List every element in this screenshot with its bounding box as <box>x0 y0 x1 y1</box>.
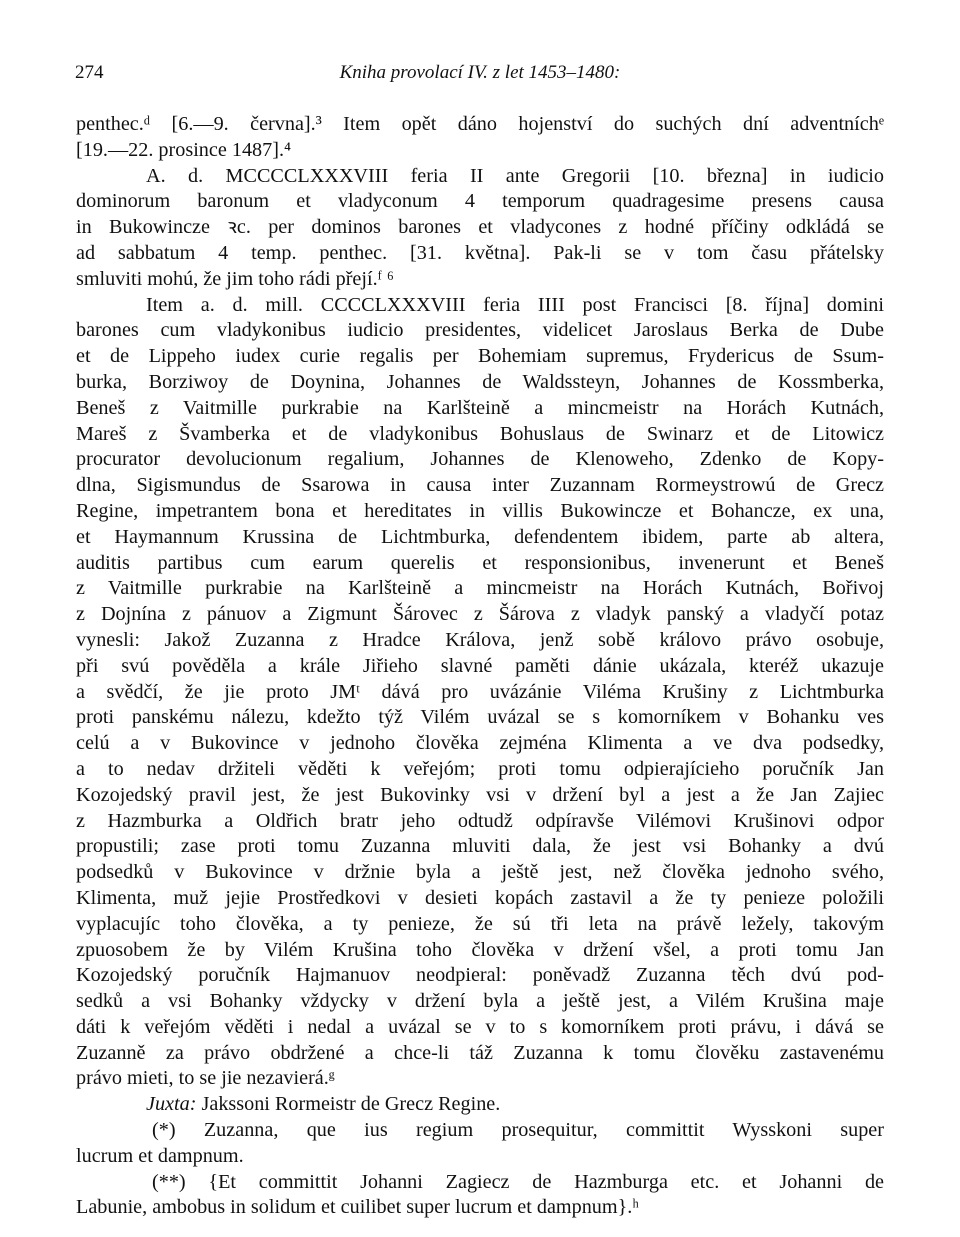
text-line: [19.—22. prosince 1487].⁴ <box>76 138 292 161</box>
page-header <box>75 62 885 92</box>
text-line: celú a v Bukovince v jednoho člověka zejména Klimenta a ve dva podsedky, <box>76 732 884 755</box>
text-line: propustili; zase proti tomu Zuzanna mluviti dala, že jest vsi Bohanky a dvú <box>76 835 884 858</box>
text-line: vynesli: Jakož Zuzanna z Hradce Králova, jenž sobě královo právo osobuje, <box>76 628 884 651</box>
text-line: Beneš z Vaitmille purkrabie na Karlšteině a mincmeistr na Horách Kutnách, <box>76 396 884 419</box>
text-line: procurator devolucionum regalium, Johannes de Klenoweho, Zdenko de Kopy- <box>76 448 884 471</box>
text-line: Labunie, ambobus in solidum et cuilibet super lucrum et dampnum}.ʰ <box>76 1196 639 1219</box>
text-line: při svú pověděla a krále Jiřieho slavné paměti dánie ukázala, kteréž ukazuje <box>76 654 884 677</box>
text-line: Regine, impetrantem bona et hereditates in villis Bukowincze et Bohancze, ex una, <box>76 499 884 522</box>
text-line: penthec.ᵈ [6.—9. června].³ Item opět dáno hojenství do suchých dní adventníchᵉ <box>76 113 884 135</box>
text-line: Kozojedský poručník Hajmanuov neodpieral: poněvadž Zuzanna těch dvú pod- <box>76 964 884 987</box>
text-line: právo mieti, to se jie nezavierá.ᵍ <box>76 1067 335 1090</box>
text-line: dominorum baronum et vladyconum 4 temporum quadragesime presens causa <box>76 190 884 213</box>
text-line: et de Lippeho iudex curie regalis per Bohemiam supremus, Frydericus de Ssum- <box>76 345 884 368</box>
text-line: z Hazmburka a Oldřich bratr jeho odtudž odpíravše Vilémovi Krušinovi odpor <box>76 809 884 832</box>
text-line: in Bukowincze ꝛc. per dominos barones et vladycones z hodné příčiny odkládá se <box>76 216 884 239</box>
text-line: vyplacujíc toho člověka, a ty penieze, že sú tři leta na právě ležely, takovým <box>76 912 884 935</box>
text-line: dlna, Sigismundus de Ssarowa in causa inter Zuzannam Rormeystrowú de Grecz <box>76 474 884 497</box>
text-line: A. d. MCCCCLXXXVIII feria II ante Gregorii [10. března] in iudicio <box>146 164 884 187</box>
text-line: a to nedav držiteli věděti k veřejóm; proti tomu odpierajícieho poručník Jan <box>76 757 884 780</box>
text-line: smluviti mohú, že jim toho rádi přejí.ᶠ ⁶ <box>76 267 394 290</box>
text-line: a svědčí, že jie proto JMᵗ dává pro uvázánie Viléma Krušiny z Lichtmburka <box>76 680 884 703</box>
page-number: 274 <box>75 62 104 83</box>
text-line: dáti k veřejóm věděti i nedal a uvázal se v to s komorníkem proti právu, i dává se <box>76 1015 884 1038</box>
text-line: sedků a vsi Bohanky vždycky v držení byla a ještě jest, a Vilém Krušina maje <box>76 990 884 1013</box>
text-line: Klimenta, muž jejie Prostředkovi v desieti kopách zastavil a že ty penieze položili <box>76 886 884 909</box>
text-line: (*) Zuzanna, que ius regium prosequitur, committit Wysskoni super <box>152 1119 884 1142</box>
text-line: ad sabbatum 4 temp. penthec. [31. května]. Pak-li se v tom času přátelsky <box>76 241 884 264</box>
text-line: (**) {Et committit Johanni Zagiecz de Hazmburga etc. et Johanni de <box>152 1170 884 1193</box>
text-line: podsedků v Bukovince v držnie byla a ještě jest, než člověka jednoho svého, <box>76 861 884 884</box>
text-line: lucrum et dampnum. <box>76 1144 244 1167</box>
juxta-line <box>76 1092 884 1118</box>
text-line: z Dojnína z pánuov a Zigmunt Šárovec z Šárova z vladyk panský a vladyčí potaz <box>76 603 884 626</box>
text-line: zpuosobem že by Vilém Krušina toho člověka v držení všel, a proti tomu Jan <box>76 938 884 961</box>
text-line: Kozojedský pravil jest, že jest Bukovinky vsi v držení byl a jest a že Jan Zajiec <box>76 783 884 806</box>
text-line: et Haymannum Krussina de Lichtmburka, defendentem ibidem, parte ab altera, <box>76 525 884 548</box>
document-body <box>76 112 884 1221</box>
text-line: burka, Borziwoy de Doynina, Johannes de Waldssteyn, Johannes de Kossmberka, <box>76 370 884 393</box>
text-line: Item a. d. mill. CCCCLXXXVIII feria IIII post Francisci [8. října] domini <box>146 293 884 316</box>
text-line: auditis partibus cum earum querelis et responsionibus, invenerunt et Beneš <box>76 551 884 574</box>
text-line: Zuzanně za právo obdržené a chce-li táž Zuzanna k tomu člověku zastavenému <box>76 1041 884 1064</box>
juxta-text: Jakssoni Rormeistr de Grecz Regine. <box>201 1093 501 1116</box>
text-line: barones cum vladykonibus iudicio presidentes, videlicet Jaroslaus Berka de Dube <box>76 319 884 342</box>
running-title: Kniha provolací IV. z let 1453–1480: <box>339 62 621 83</box>
text-line: proti panskému nálezu, kdežto týž Vilém uvázal se s komorníkem v Bohanku ves <box>76 706 884 729</box>
text-line: Mareš z Švamberka et de vladykonibus Bohuslaus de Swinarz et de Litowicz <box>76 422 884 445</box>
juxta-label: Juxta: <box>146 1093 197 1116</box>
text-line: z Vaitmille purkrabie na Karlšteině a mincmeistr na Horách Kutnách, Bořivoj <box>76 577 884 600</box>
